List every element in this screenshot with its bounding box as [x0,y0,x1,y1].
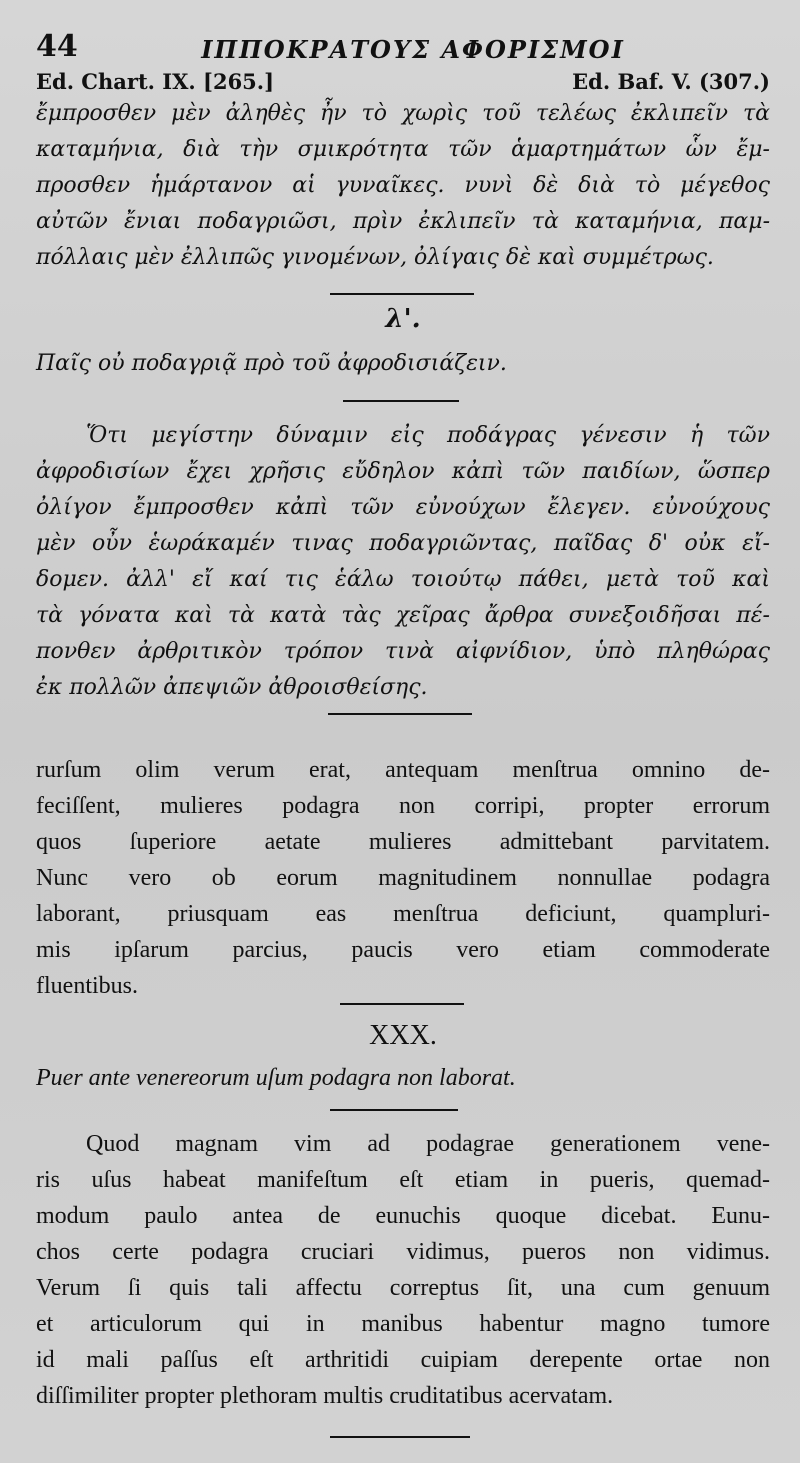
text-line: Ὅτι μεγίστην δύναμιν εἰς ποδάγρας γένεσιν ἡ τῶν [86,423,770,448]
text-line: δομεν. ἀλλ' εἴ καί τις ἑάλω τοιούτῳ πάθει, μετὰ τοῦ καὶ [36,567,770,592]
text-line: feciſſent, mulieres podagra non corripi, propter errorum [36,793,770,819]
page-header [36,28,770,64]
edition-reference-right: Ed. Baf. V. (307.) [572,68,770,94]
section-divider [330,1436,470,1438]
text-line: id mali paſſus eſt arthritidi cuipiam derepente ortae non [36,1347,770,1373]
greek-section-header [36,304,770,340]
section-divider [330,293,474,295]
text-line: καταμήνια, διὰ τὴν σμικρότητα τῶν ἁμαρτημάτων ὧν ἔμ- [36,137,770,162]
latin-aphorism-text: Puer ante venereorum uſum podagra non laborat. [36,1065,516,1091]
running-title: ΙΠΠΟΚΡΑΤΟΥΣ ΑΦΟΡΙΣΜΟΙ [201,35,625,64]
text-line: Quod magnam vim ad podagrae generationem vene- [86,1131,770,1157]
greek-section-number: λ'. [385,304,421,334]
section-divider [340,1003,464,1005]
text-line: laborant, priusquam eas menſtrua deficiunt, quamplurі- [36,901,770,927]
text-line: chos certe podagra cruciari vidimus, pueros non vidimus. [36,1239,770,1265]
edition-reference-line [36,66,770,96]
text-line: diſſimiliter propter plethoram multis cruditatibus acervatam. [36,1383,614,1409]
greek-aphorism-heading [36,346,770,382]
latin-continuation-paragraph [36,752,770,1004]
latin-commentary-paragraph [36,1126,770,1414]
greek-aphorism-text: Παῖς οὐ ποδαγριᾷ πρὸ τοῦ ἀφροδισιάζειν. [36,351,507,376]
page-number: 44 [36,29,78,64]
text-line: ἐκ πολλῶν ἀπεψιῶν ἀθροισθείσης. [36,675,428,700]
greek-commentary-paragraph [36,418,770,706]
latin-aphorism-heading [36,1060,770,1096]
text-line: πόλλαις μὲν ἐλλιπῶς γινομένων, ὀλίγαις δὲ καὶ συμμέτρως. [36,245,714,270]
text-line: ὀλίγον ἔμπροσθεν κἀπὶ τῶν εὐνούχων ἔλεγεν. εὐνούχους [36,495,770,520]
text-line: Nunc vero ob eorum magnitudinem nonnullae podagra [36,865,770,891]
text-line: τὰ γόνατα καὶ τὰ κατὰ τὰς χεῖρας ἄρθρα συνεξοιδῆσαι πέ- [36,603,770,628]
text-line: et articulorum qui in manibus habentur magno tumore [36,1311,770,1337]
text-line: fluentibus. [36,973,138,999]
text-line: Verum ſi quis tali affectu correptus ſit, una cum genuum [36,1275,770,1301]
text-line: προσθεν ἡμάρτανον αἱ γυναῖκες. νυνὶ δὲ διὰ τὸ μέγεθος [36,173,770,198]
text-line: ris uſus habeat manifeſtum eſt etiam in pueris, quemad- [36,1167,770,1193]
latin-section-number: XXX. [369,1020,437,1051]
latin-section-header [36,1020,770,1060]
greek-continuation-paragraph [36,96,770,276]
text-line: rurſum olim verum erat, antequam menſtrua omnino de- [36,757,770,783]
text-line: αὐτῶν ἔνιαι ποδαγριῶσι, πρὶν ἐκλιπεῖν τὰ καταμήνια, παμ- [36,209,770,234]
text-line: μὲν οὖν ἑωράκαμέν τινας ποδαγριῶντας, παῖδας δ' οὐκ εἴ- [36,531,770,556]
section-divider [330,1109,458,1111]
section-divider [328,713,472,715]
text-line: mis ipſarum parcius, paucis vero etiam commoderate [36,937,770,963]
text-line: ἔμπροσθεν μὲν ἀληθὲς ἦν τὸ χωρὶς τοῦ τελέως ἐκλιπεῖν τὰ [36,101,770,126]
text-line: quos ſuperiore aetate mulieres admittebant parvitatem. [36,829,770,855]
edition-reference-left: Ed. Chart. IX. [265.] [36,68,275,94]
text-line: πονθεν ἀρθριτικὸν τρόπον τινὰ αἰφνίδιον, ὑπὸ πληθώρας [36,639,770,664]
text-line: ἀφροδισίων ἔχει χρῆσις εὔδηλον κἀπὶ τῶν παιδίων, ὥσπερ [36,459,770,484]
text-line: modum paulo antea de eunuchis quoque dicebat. Eunu- [36,1203,770,1229]
section-divider [343,400,459,402]
